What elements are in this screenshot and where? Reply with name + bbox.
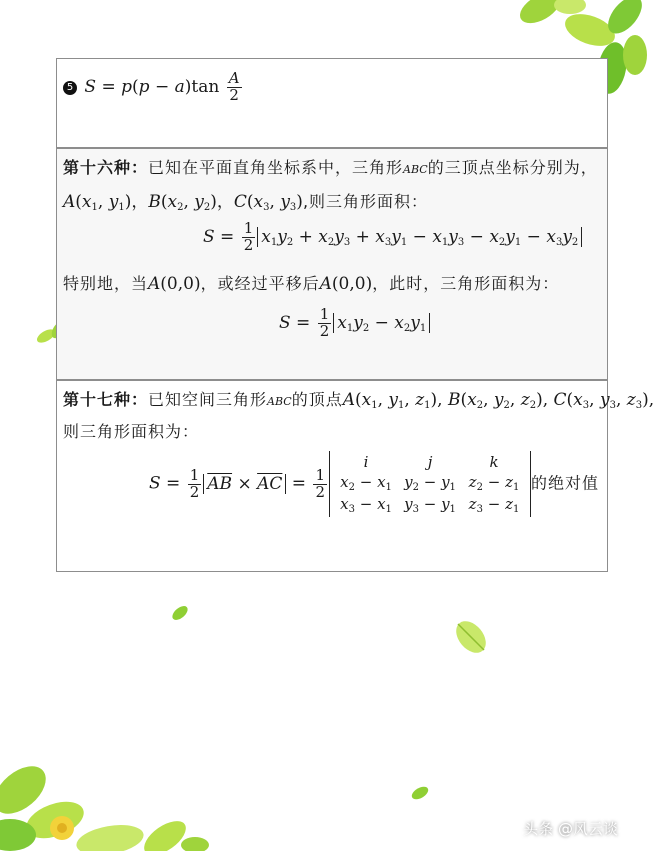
method-16-box bbox=[56, 148, 608, 380]
method-17-then bbox=[63, 419, 199, 442]
leaf-small-lower-right-decoration bbox=[408, 782, 432, 804]
leaf-large-right-decoration bbox=[448, 614, 494, 660]
method-17-title: 第十七种： bbox=[63, 390, 149, 409]
formula-number-badge: 5 bbox=[63, 81, 77, 95]
method-16-intro-text-2: 的三顶点坐标分别为， bbox=[427, 158, 598, 177]
method-17-area-formula: S = $\frac{1}{2}$ $\overline{AB} \times \overline{AC}$ = $\frac{1}{2}$ i j k $x_2 - x_1$ $y_2 - y_1$ $z_2 - z_1$ $x_3 - x_1$ $y_3 - y_1$ $z_3 - z_1$ 的绝对值 bbox=[149, 453, 600, 515]
triangle-abc-label: ABC bbox=[403, 163, 428, 176]
method-16-special-formula: S = $\frac{1}{2}$ $x_1y_2 - x_2y_1$ bbox=[279, 307, 430, 340]
method-16-vertices: $A(x_1$, $y_1$)，$B(x_2$, $y_2$)，$C(x_3$, $y_3$),则三角形面积： bbox=[63, 192, 429, 213]
fraction-a-over-2: $\frac{A}{2}$ bbox=[228, 69, 240, 104]
triangle-abc-label-3d: ABC bbox=[267, 395, 292, 408]
formula-5-box bbox=[56, 58, 608, 148]
method-17-then-text: 则三角形面积为： bbox=[63, 422, 200, 441]
determinant-matrix: i j k $x_2 - x_1$ $y_2 - y_1$ $z_2 - z_1$ $x_3 - x_1$ $y_3 - y_1$ $z_3 - z_1$ bbox=[329, 451, 531, 517]
method-16-then-text: ,则三角形面积： bbox=[302, 192, 429, 211]
method-16-area-formula: S = $\frac{1}{2}$ $x_1y_2 + x_2y_3 + x_3y_1 - x_1y_3 - x_2y_1 - x_3y_2$ bbox=[203, 221, 582, 254]
method-17-intro-text: 已知空间三角形 bbox=[148, 390, 268, 409]
absolute-value-suffix: 的绝对值 bbox=[531, 473, 600, 493]
leaves-bottom-left-decoration bbox=[0, 750, 220, 851]
method-17-intro: 第十七种：已知空间三角形ABC的顶点$A(x_1$, $y_1$, $z_1$), $B(x_2$, $y_2$, $z_2$), $C(x_3$, $y_3$, $z_3$), bbox=[63, 390, 654, 411]
method-16-special-case: 特别地，当A(0,0)，或经过平移后A(0,0)，此时，三角形面积为： bbox=[63, 274, 560, 294]
method-17-intro-text-2: 的顶点 bbox=[291, 390, 343, 409]
leaf-small-center-decoration bbox=[168, 602, 192, 624]
method-16-intro-text: 已知在平面直角坐标系中，三角形 bbox=[148, 158, 404, 177]
special-case-text-c: ，此时，三角形面积为： bbox=[372, 274, 560, 293]
special-case-text-b: ，或经过平移后 bbox=[200, 274, 320, 293]
special-case-text-a: 特别地，当 bbox=[63, 274, 149, 293]
method-17-box bbox=[56, 380, 654, 572]
watermark: 头条 @风云谈 bbox=[523, 820, 618, 838]
method-16-title: 第十六种： bbox=[63, 158, 149, 177]
formula-5-line: 5 S = p(p − a)tan $\frac{A}{2}$ bbox=[63, 71, 244, 104]
method-16-intro bbox=[63, 155, 598, 178]
